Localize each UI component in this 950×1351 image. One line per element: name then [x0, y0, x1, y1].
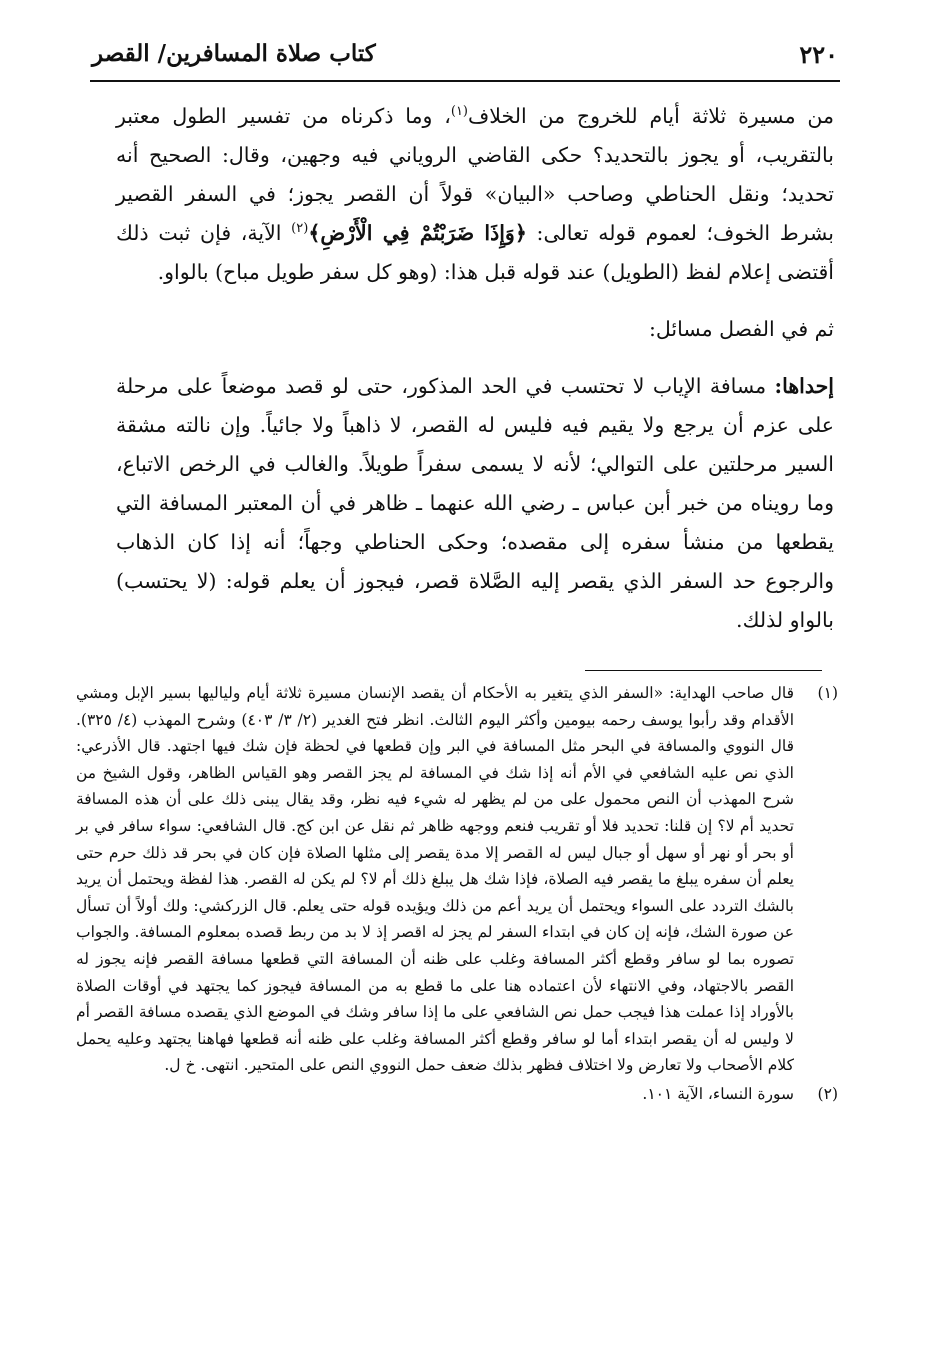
- page-header: [92, 38, 838, 78]
- footnote-1: [76, 680, 838, 1079]
- footnote-number: (١): [817, 684, 838, 702]
- running-title: كتاب صلاة المسافرين/ القصر: [92, 40, 376, 67]
- paragraph-2-text: مسافة الإياب لا تحتسب في الحد المذكور، حتى لو قصد موضعاً على مرحلة على عزم أن يرجع ولا يقيم فيه فليس له القصر، لا ذاهباً ولا جائياً. وإن نالته مشقة السير مرحلتين على التوالي؛ لأنه لا يسمى سفراً طويلاً. والغالب في الرخص الاتباع، وما رويناه من خبر أبن عباس ـ رضي الله عنهما ـ ظاهر في أن المعتبر المسافة التي يقطعها من منشأ سفره إلى مقصده؛ وحكى الحناطي وجهاً؛ أنه إذا كان الذهاب والرجوع حد السفر الذي يقصر إليه الصَّلاة قصر، فيجوز أن يعلم قوله: (لا يحتسب) بالواو لذلك.: [116, 374, 834, 632]
- footnote-ref-2[interactable]: (٢): [291, 221, 309, 237]
- issues-heading: ثم في الفصل مسائل:: [648, 317, 834, 341]
- quran-verse: ﴿وَإِذَا ضَرَبْتُمْ فِي الْأَرْضِ﴾: [308, 221, 527, 245]
- paragraph-1: [116, 97, 834, 292]
- paragraph-1-part-a: من مسيرة ثلاثة أيام للخروج من الخلاف: [468, 104, 834, 128]
- footnote-text: سورة النساء، الآية ١٠١.: [642, 1084, 794, 1103]
- paragraph-1-part-c: الآية، فإن ثبت ذلك أقتضى إعلام لفظ (الطويل) عند قوله قبل هذا: (وهو كل سفر طويل مباح) بالواو.: [116, 221, 834, 284]
- footnote-2: [76, 1081, 838, 1108]
- paragraph-2: [116, 367, 834, 640]
- issue-lead: إحداها:: [774, 374, 834, 398]
- header-rule: [90, 80, 840, 82]
- page-number: ٢٢٠: [799, 40, 838, 69]
- footnote-text: قال صاحب الهداية: «السفر الذي يتغير به الأحكام أن يقصد الإنسان مسيرة ثلاثة أيام ولياليها بسير الإبل ومشي الأقدام وقد رأبوا يوسف رحمه بيومين وأكثر اليوم الثالث. انظر فتح الغدير (٢/ ٣/ ٤٠٣) وشرح المهذب (٤/ ٣٢٥). قال النووي والمسافة في البحر مثل المسافة في البر وإن قطعها في لحظة فإن شك فيها اجتهد. قال الأذرعي: الذي نص عليه الشافعي في الأم أنه إذا شك في المسافة لم يجز القصر وهو القياس الظاهر، وقول الشيخ من شرح المهذب أن النص محمول على من لم يظهر له شيء فيه نظر، وقد يقال يبنى ذلك على أن هذه المسافة تحديد أم لا؟ إن قلنا: تحديد فلا أو تقريب فنعم ووجهه ظاهر ثم نقل عن ابن كج. قال الشافعي: سواء سافر في بر أو بحر أو نهر أو سهل أو جبال ليس له القصر إلا مدة يقصر إلى مثلها الصلاة فإن كان في بحر قد ذلك حرم حتى يعلم أن سفره يبلغ ما يقصر فيه الصلاة، فإذا شك هل يبلغ ذلك أم لا؟ لم يكن له القصر. هذا لفظة ويحتمل أن يريد بالشك التردد على السواء ويحتمل أن يريد أعم من ذلك ويؤيده قوله حتى يعلم. قال الزركشي: ولك أولاً أن تسأل عن صورة الشك، فإنه إن كان في ابتداء السفر لم يجز له اقصر إذ لا بد من ربط قصده بمعلوم المسافة. والجواب تصوره بما لو سافر وقطع أكثر المسافة وغلب على ظنه أن المسافة التي قطعها مسافة القصر فإنه يجوز له القصر بالاجتهاد، وفي الانتهاء لأن اعتماده هنا على ما قطع به من المسافة فيجوز كما يجتهد في أوقات الصلاة بالأوراد إذا عملت هذا فيجب حمل نص الشافعي على ما إذا سافر وشك في الموضع الذي يقصده مسافة القصر أم لا وليس له أن يقصر ابتداء أما لو سافر وقطع أكثر المسافة وغلب على ظنه أنه قطعها فهاهنا يجتهد وعليه يحمل كلام الأصحاب ولا تعارض ولا اختلاف فظهر بذلك ضعف حمل النووي النص على المتحير. انتهى. خ ل.: [76, 684, 794, 1075]
- footnote-ref-1[interactable]: (١): [450, 104, 468, 120]
- paragraph-1-part-b: ، وما ذكرناه من تفسير الطول معتبر بالتقريب، أو يجوز بالتحديد؟ حكى القاضي الروياني فيه وجهين، وقال: الصحيح أنه تحديد؛ ونقل الحناطي وصاحب «البيان» قولاً أن القصر يجوز؛ في السفر القصير بشرط الخوف؛ لعموم قوله تعالى:: [116, 104, 835, 245]
- footnote-number: (٢): [817, 1084, 838, 1103]
- main-text: [116, 97, 834, 640]
- footnote-separator: [585, 670, 822, 671]
- footnotes: [76, 680, 838, 1108]
